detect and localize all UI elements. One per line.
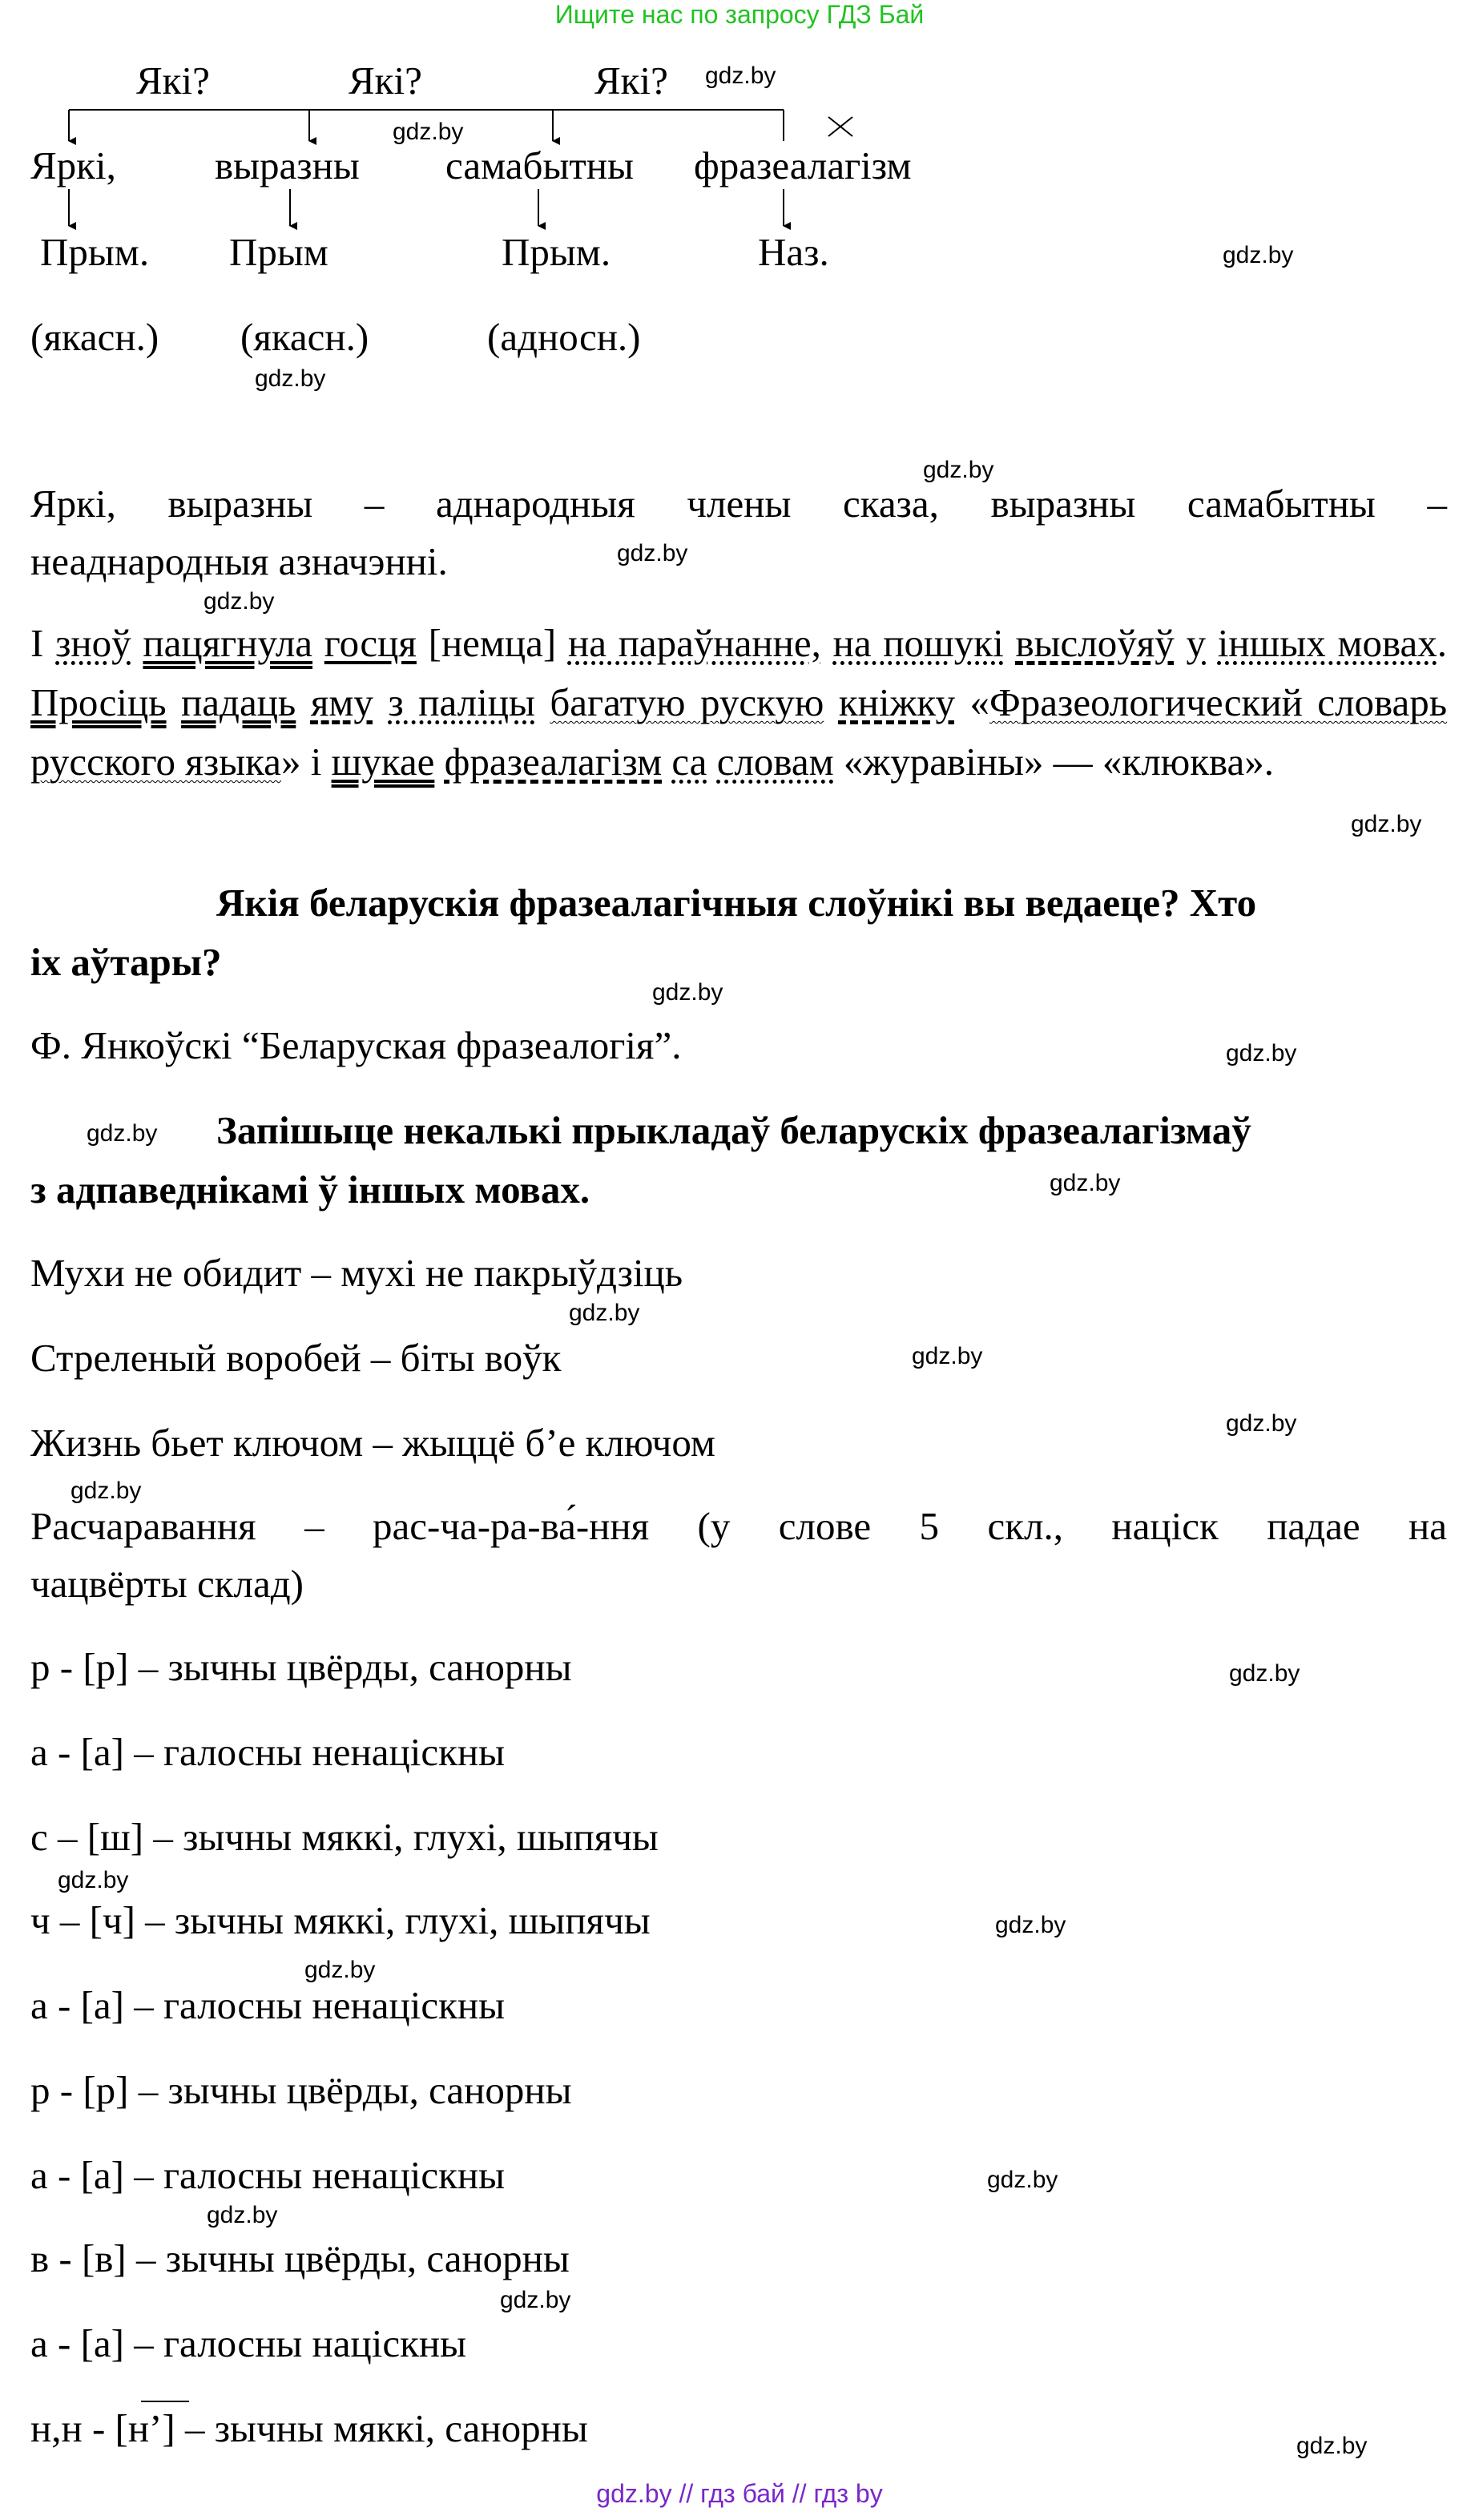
paragraph-homogeneous-line-2: неаднародныя азначэнні. [30, 539, 448, 583]
sound-analysis-row: а - [а] – галосны ненацiскны [30, 1730, 506, 1774]
diagram-word: выразны [215, 143, 360, 187]
page-footer[interactable]: gdz.by // гдз бай // гдз by [596, 2479, 883, 2508]
watermark: gdz.by [207, 2202, 278, 2228]
watermark: gdz.by [1050, 1170, 1121, 1196]
adverbial-phrase: з паліцы [388, 680, 535, 724]
paragraph-homogeneous-line-1 [30, 482, 1447, 526]
watermark: gdz.by [393, 119, 464, 145]
answer-dictionaries: Ф. Янкоўскі “Беларуская фразеалогія”. [30, 1023, 682, 1067]
question-examples-line-2: з адпаведнікамі ў іншых мовах. [30, 1167, 590, 1212]
watermark: gdz.by [1351, 811, 1422, 837]
watermark: gdz.by [923, 457, 994, 483]
watermark: gdz.by [652, 979, 723, 1006]
word: выразны [167, 482, 313, 526]
word: сказа, [843, 482, 939, 526]
watermark: gdz.by [58, 1867, 129, 1893]
attribute-word: Фразеологический словарь русского языка [30, 680, 1448, 784]
watermark: gdz.by [987, 2167, 1058, 2193]
watermark: gdz.by [995, 1912, 1066, 1938]
object-word: кніжку [838, 680, 955, 724]
watermark: gdz.by [705, 62, 776, 89]
soft-sign-bar [141, 2401, 189, 2402]
dash: – [1427, 482, 1447, 526]
adverbial-phrase: іншых мовах [1217, 621, 1437, 665]
watermark: gdz.by [500, 2287, 571, 2313]
sentence-analysis-paragraph: І зноў пацягнула госця [немца] на параўнанне, на пошукі выслоўяў у іншых мовах. Просіць падаць яму з паліцы багатую рускую кніжку «Фразеологический словарь русского языка» і шукае фразеалагізм са словам «журавіны» — «клюква». [30, 621, 1448, 784]
adverbial-phrase: на параўнанне, [567, 621, 821, 665]
diagram-word: Яркі, [30, 143, 116, 187]
sound-analysis-row: а - [а] – галосны ненацiскны [30, 1983, 506, 2027]
question-dictionaries-line-2: іх аўтары? [30, 940, 222, 984]
attribute-word: словам [716, 740, 834, 784]
example-phraseologism: Мухи не обидит – мухі не пакрыўдзіць [30, 1251, 683, 1295]
diagram-pos: Прым. [502, 230, 611, 274]
predicate-word: Просіць [30, 680, 167, 724]
watermark: gdz.by [71, 1478, 142, 1504]
predicate-word: падаць [181, 680, 296, 724]
watermark: gdz.by [204, 588, 275, 615]
question-dictionaries-line-1: Якія беларускія фразеалагічныя слоўнікі вы ведаеце? Хто [216, 881, 1257, 925]
adverbial-word: зноў [55, 621, 131, 665]
syntax-diagram-lines [0, 0, 1479, 256]
watermark: gdz.by [912, 1343, 983, 1369]
attribute-word: багатую рускую [550, 680, 824, 724]
word-analysis-line-2: чацвёрты склад) [30, 1562, 304, 1606]
sound-analysis-row: н,н - [н’] – зычны мяккі, санорны [30, 2406, 588, 2450]
watermark: gdz.by [255, 365, 326, 392]
example-phraseologism: Жизнь бьет ключом – жыццё б’е ключом [30, 1421, 715, 1465]
sound-analysis-row: а - [а] – галосны нацiскны [30, 2321, 467, 2365]
diagram-kind: (якасн.) [240, 315, 369, 359]
predicate-word: пацягнула [143, 621, 313, 665]
attribute-word: са [671, 740, 707, 784]
word: Яркі, [30, 482, 116, 526]
sound-analysis-row: р - [р] – зычны цвёрды, санорны [30, 2068, 572, 2112]
subject-word: госця [324, 621, 417, 665]
word: выразны [990, 482, 1136, 526]
watermark: gdz.by [1223, 242, 1294, 268]
diagram-question: Які? [136, 58, 210, 103]
watermark: gdz.by [1226, 1040, 1297, 1066]
adverbial-phrase: у [1186, 621, 1206, 665]
example-phraseologism: Стреленый воробей – біты воўк [30, 1336, 562, 1380]
predicate-word: шукае [331, 740, 435, 784]
diagram-kind: (якасн.) [30, 315, 159, 359]
sound-analysis-row: ч – [ч] – зычны мяккі, глухі, шыпячы [30, 1898, 651, 1942]
watermark: gdz.by [1296, 2433, 1368, 2459]
word: самабытны [1187, 482, 1376, 526]
word: аднародныя [435, 482, 635, 526]
watermark: gdz.by [1226, 1410, 1297, 1437]
diagram-question: Які? [349, 58, 422, 103]
object-word: яму [310, 680, 373, 724]
watermark: gdz.by [304, 1957, 376, 1983]
page-header[interactable]: Ищите нас по запросу ГДЗ Бай [554, 0, 925, 29]
word-analysis-line-1: Расчаравання – рас-ча-ра-ва́-ння (у слове 5 скл., націск падае на [30, 1504, 1447, 1548]
word: члены [687, 482, 792, 526]
sound-analysis-row: с – [ш] – зычны мяккі, глухі, шыпячы [30, 1815, 659, 1859]
diagram-pos: Прым. [40, 230, 150, 274]
question-examples-line-1: Запішыце некалькі прыкладаў беларускіх фразеалагізмаў [216, 1108, 1251, 1152]
object-word: выслоўяў [1015, 621, 1175, 665]
watermark: gdz.by [87, 1120, 158, 1147]
adverbial-phrase: на пошукі [832, 621, 1004, 665]
sound-analysis-row: а - [а] – галосны ненацiскны [30, 2153, 506, 2197]
watermark: gdz.by [617, 540, 688, 566]
diagram-word: фразеалагізм [694, 143, 912, 187]
diagram-word: самабытны [445, 143, 634, 187]
sound-analysis-row: в - [в] – зычны цвёрды, санорны [30, 2236, 570, 2280]
diagram-pos: Прым [229, 230, 328, 274]
dash: – [364, 482, 385, 526]
object-word: фразеалагізм [444, 740, 663, 784]
watermark: gdz.by [569, 1300, 640, 1326]
diagram-pos: Наз. [758, 230, 829, 274]
diagram-kind: (адносн.) [487, 315, 641, 359]
watermark: gdz.by [1229, 1660, 1300, 1687]
diagram-question: Які? [594, 58, 668, 103]
sound-analysis-row: р - [р] – зычны цвёрды, санорны [30, 1645, 572, 1689]
